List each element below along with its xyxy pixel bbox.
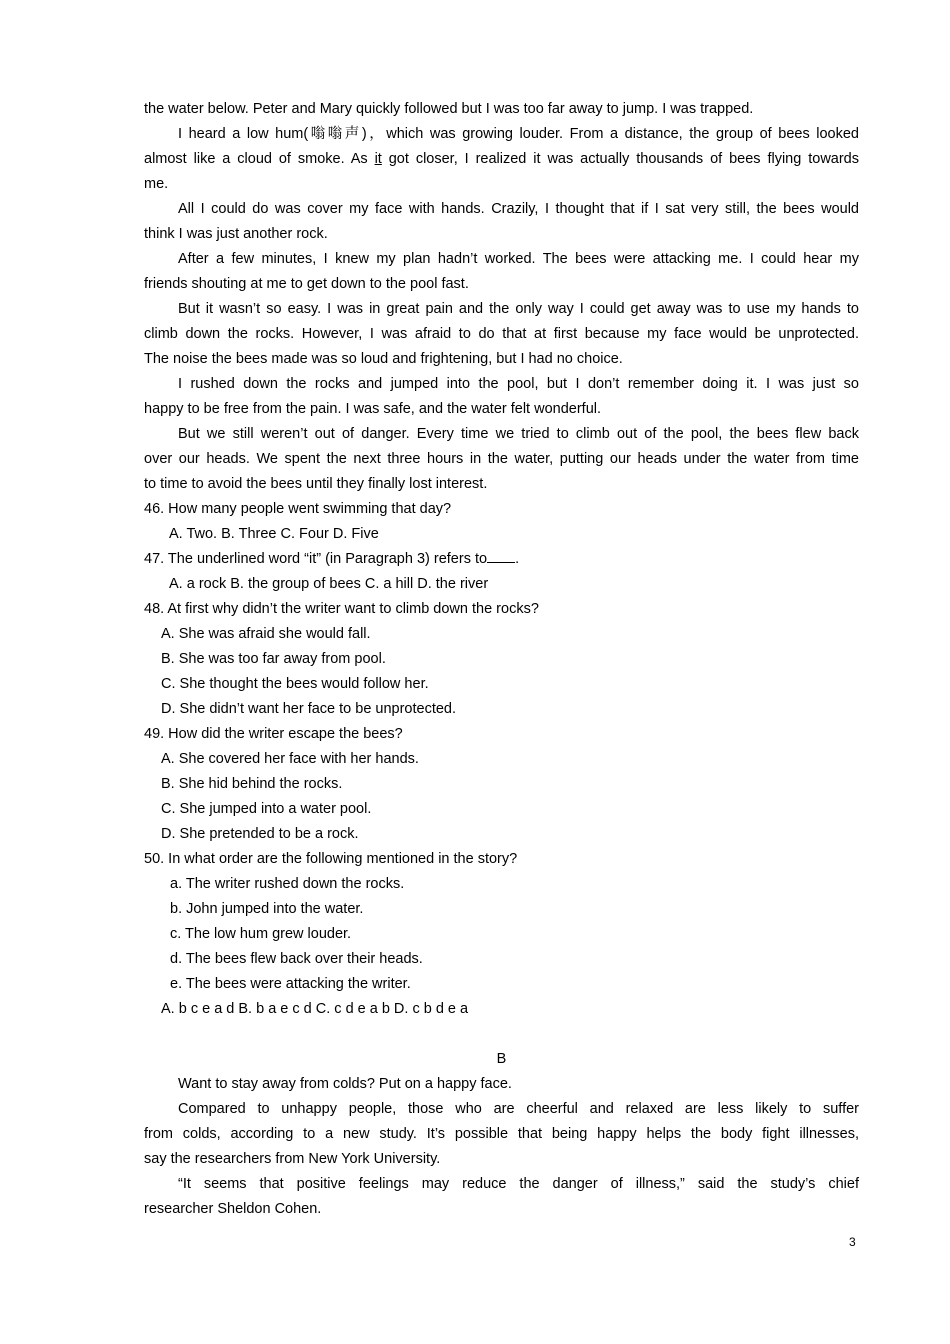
paragraph-line: me. — [144, 176, 169, 192]
paragraph-line: researcher Sheldon Cohen. — [144, 1201, 322, 1217]
paragraph-line: say the researchers from New York University. — [144, 1151, 441, 1167]
order-item: a. The writer rushed down the rocks. — [170, 876, 405, 892]
blank-line — [144, 1022, 859, 1047]
order-item: b. John jumped into the water. — [170, 901, 364, 917]
paragraph-line: But it wasn’t so easy. I was in great pain and the only way I could get away was to use my hands to — [178, 301, 859, 317]
order-item: c. The low hum grew louder. — [170, 926, 352, 942]
option: B. She hid behind the rocks. — [161, 776, 343, 792]
paragraph-line: After a few minutes, I knew my plan hadn’t worked. The bees were attacking me. I could hear my — [178, 251, 859, 267]
section-heading: B — [496, 1051, 507, 1067]
paragraph-line: almost like a cloud of smoke. As it got closer, I realized it was actually thousands of bees flying towards — [144, 151, 859, 167]
question-46: 46. How many people went swimming that day? — [144, 501, 452, 517]
option: B. She was too far away from pool. — [161, 651, 386, 667]
paragraph-line: friends shouting at me to get down to the pool fast. — [144, 276, 469, 292]
option: A. She was afraid she would fall. — [161, 626, 371, 642]
paragraph-line: over our heads. We spent the next three hours in the water, putting our heads under the water from time — [144, 451, 859, 467]
option: D. She didn’t want her face to be unprotected. — [161, 701, 457, 717]
option: C. She thought the bees would follow her. — [161, 676, 429, 692]
paragraph-line: from colds, according to a new study. It’s possible that being happy helps the body fight illnesses, — [144, 1126, 859, 1142]
question-47: 47. The underlined word “it” (in Paragraph 3) refers to . — [144, 547, 859, 572]
paragraph-line: the water below. Peter and Mary quickly followed but I was too far away to jump. I was trapped. — [144, 101, 754, 117]
question-50: 50. In what order are the following mentioned in the story? — [144, 851, 518, 867]
paragraph-line: “It seems that positive feelings may reduce the danger of illness,” said the study’s chief — [178, 1176, 859, 1192]
option: A. She covered her face with her hands. — [161, 751, 419, 767]
order-item: d. The bees flew back over their heads. — [170, 951, 423, 967]
option: D. She pretended to be a rock. — [161, 826, 359, 842]
underlined-it: it — [374, 151, 382, 167]
document-page — [144, 97, 859, 1222]
option: C. She jumped into a water pool. — [161, 801, 372, 817]
paragraph-line: Compared to unhappy people, those who are cheerful and relaxed are less likely to suffer — [178, 1101, 859, 1117]
question-48: 48. At first why didn’t the writer want to climb down the rocks? — [144, 601, 539, 617]
paragraph-line: to time to avoid the bees until they finally lost interest. — [144, 476, 488, 492]
paragraph-line: But we still weren’t out of danger. Every time we tried to climb out of the pool, the bees flew back — [178, 426, 859, 442]
paragraph-line: The noise the bees made was so loud and frightening, but I had no choice. — [144, 351, 623, 367]
paragraph-line: happy to be free from the pain. I was safe, and the water felt wonderful. — [144, 401, 602, 417]
paragraph-line: think I was just another rock. — [144, 226, 328, 242]
question-49: 49. How did the writer escape the bees? — [144, 726, 403, 742]
question-50-options: A. b c e a d B. b a e c d C. c d e a b D. c b d e a — [161, 1001, 469, 1017]
question-46-options: A. Two. B. Three C. Four D. Five — [169, 526, 379, 542]
paragraph-line: All I could do was cover my face with hands. Crazily, I thought that if I sat very still, the bees would — [178, 201, 859, 217]
answer-blank — [487, 548, 515, 563]
paragraph-line: I rushed down the rocks and jumped into the pool, but I don’t remember doing it. I was just so — [178, 376, 859, 392]
question-47-options: A. a rock B. the group of bees C. a hill D. the river — [169, 576, 489, 592]
paragraph-line: climb down the rocks. However, I was afraid to do that at first because my face would be unprotected. — [144, 326, 859, 342]
paragraph-line: I heard a low hum(嗡嗡声)，which was growing louder. From a distance, the group of bees looked — [178, 126, 859, 142]
paragraph-line: Want to stay away from colds? Put on a happy face. — [178, 1076, 512, 1092]
page-number: 3 — [849, 1235, 856, 1249]
order-item: e. The bees were attacking the writer. — [170, 976, 411, 992]
